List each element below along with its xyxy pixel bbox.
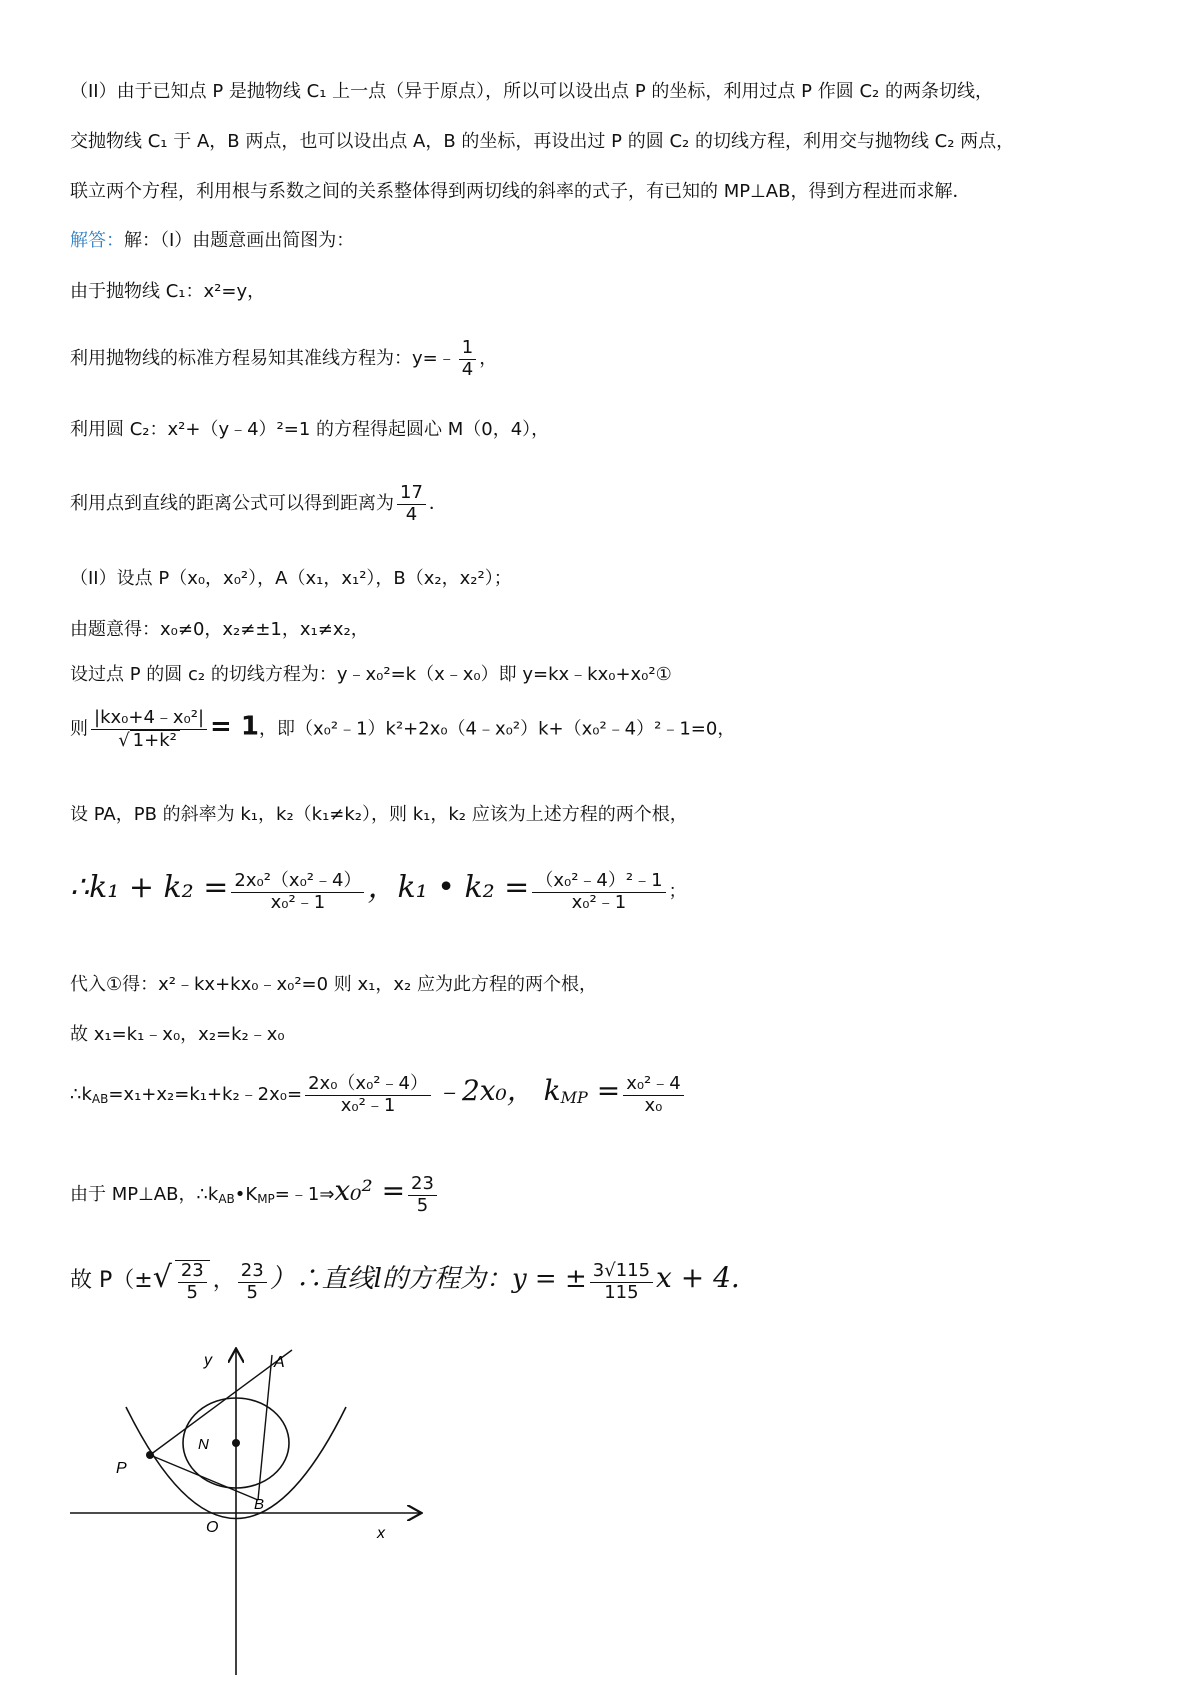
- fraction: $\frac{3√115}{115}$: [590, 1261, 653, 1303]
- fraction: $\frac{23}{5}$: [408, 1174, 437, 1216]
- text-line-14: ∴k₁ + k₂ = $\frac{\text{2x₀²（x₀²﹣4）}}{\text{x₀²﹣1}}$ ，k₁ • k₂ = $\frac{\text{（x₀²﹣4）²﹣1}}{\text{x₀²﹣1}}$ ；: [70, 869, 687, 913]
- text-line-15: 代入①得：x²﹣kx+kx₀﹣x₀²=0 则 x₁，x₂ 应为此方程的两个根，: [70, 974, 597, 995]
- fraction: $\frac{23}{5}$: [238, 1261, 267, 1303]
- label-x: x: [377, 1525, 385, 1542]
- text-line-5: 由于抛物线 C₁：x²=y，: [70, 281, 266, 302]
- text-line-12: 则 $\frac{\text{|kx₀+4﹣x₀²|}}{\text{√ 1+k²}}$ = 1，即（x₀²﹣1）k²+2x₀（4﹣x₀²）k+（x₀²﹣4）²﹣1=0，: [70, 707, 736, 751]
- fraction: $\frac{\text{2x₀（x₀²﹣4）}}{\text{x₀²﹣1}}$: [305, 1074, 431, 1116]
- fraction: $\frac{\text{|kx₀+4﹣x₀²|}}{\text{√ 1+k²}}$: [91, 708, 207, 751]
- fraction: $\frac{\text{2x₀²（x₀²﹣4）}}{\text{x₀²﹣1}}$: [231, 871, 364, 913]
- label-n: N: [198, 1436, 209, 1453]
- text-line-13: 设 PA，PB 的斜率为 k₁，k₂（k₁≠k₂），则 k₁，k₂ 应该为上述方程的两个根，: [70, 804, 688, 825]
- text-line-6: 利用抛物线的标准方程易知其准线方程为：y=﹣ $\frac{1}{4}$ ，: [70, 337, 498, 380]
- text-line-10: 由题意得：x₀≠0，x₂≠±1，x₁≠x₂，: [70, 619, 369, 640]
- fraction: $\frac{17}{4}$: [397, 483, 426, 525]
- fraction: $\frac{1}{4}$: [459, 338, 476, 380]
- text-line-7: 利用圆 C₂：x²+（y﹣4）²=1 的方程得起圆心 M（0，4），: [70, 419, 550, 440]
- text-line-2: 交抛物线 C₁ 于 A，B 两点，也可以设出点 A，B 的坐标，再设出过 P 的圆 C₂ 的切线方程，利用交与抛物线 C₂ 两点，: [70, 131, 1015, 152]
- label-a: A: [274, 1354, 285, 1371]
- label-b: B: [254, 1496, 265, 1513]
- text-line-19: 故 P（±√ $\frac{23}{5}$ ， $\frac{23}{5}$ ）∴直线l的方程为：y = ± $\frac{3√115}{115}$ x + 4.: [70, 1259, 740, 1303]
- text-line-9: （II）设点 P（x₀，x₀²），A（x₁，x₁²），B（x₂，x₂²）；: [70, 568, 512, 589]
- sqrt-fraction: $\frac{23}{5}$: [175, 1260, 210, 1303]
- tangent-line-pb: [150, 1455, 258, 1500]
- answer-line: 解答：解：（I）由题意画出简图为：: [70, 230, 355, 251]
- fraction: $\frac{\text{x₀²﹣4}}{\text{x₀}}$: [623, 1074, 684, 1116]
- text-line-8: 利用点到直线的距离公式可以得到距离为 $\frac{17}{4}$ ．: [70, 482, 447, 525]
- text-line-1: （II）由于已知点 P 是抛物线 C₁ 上一点（异于原点），所以可以设出点 P 的坐标，利用过点 P 作圆 C₂ 的两条切线，: [70, 81, 993, 102]
- text-line-3: 联立两个方程，利用根与系数之间的关系整体得到两切线的斜率的式子，有已知的 MP⊥AB，得到方程进而求解．: [70, 181, 971, 202]
- label-y: y: [204, 1352, 212, 1369]
- text-line-16: 故 x₁=k₁﹣x₀，x₂=k₂﹣x₀: [70, 1024, 285, 1045]
- parabola-circle-figure: [60, 1345, 480, 1675]
- label-o: O: [206, 1519, 219, 1536]
- text-line-18: 由于 MP⊥AB，$\therefore k_{AB}•K_{MP}=﹣1\Rightarrow x_0^2$ = $\frac{23}{5}$: [70, 1173, 440, 1216]
- label-p: P: [116, 1460, 127, 1477]
- text-line-17: $\therefore k_{AB}=x_1+x_2=k_1+k_2﹣2x_0=$ $\frac{\text{2x₀（x₀²﹣4）}}{\text{x₀²﹣1}}$ ﹣2x₀， $k_{MP}$ = $\frac{\text{x₀²﹣4}}{\text{x₀}}$: [70, 1073, 687, 1116]
- text-line-11: 设过点 P 的圆 c₂ 的切线方程为：y﹣x₀²=k（x﹣x₀）即 y=kx﹣kx₀+x₀²①: [70, 664, 672, 685]
- point-n: [232, 1439, 240, 1447]
- fraction: $\frac{\text{（x₀²﹣4）²﹣1}}{\text{x₀²﹣1}}$: [532, 871, 665, 913]
- answer-label: 解答：: [70, 230, 124, 251]
- point-p: [146, 1451, 154, 1459]
